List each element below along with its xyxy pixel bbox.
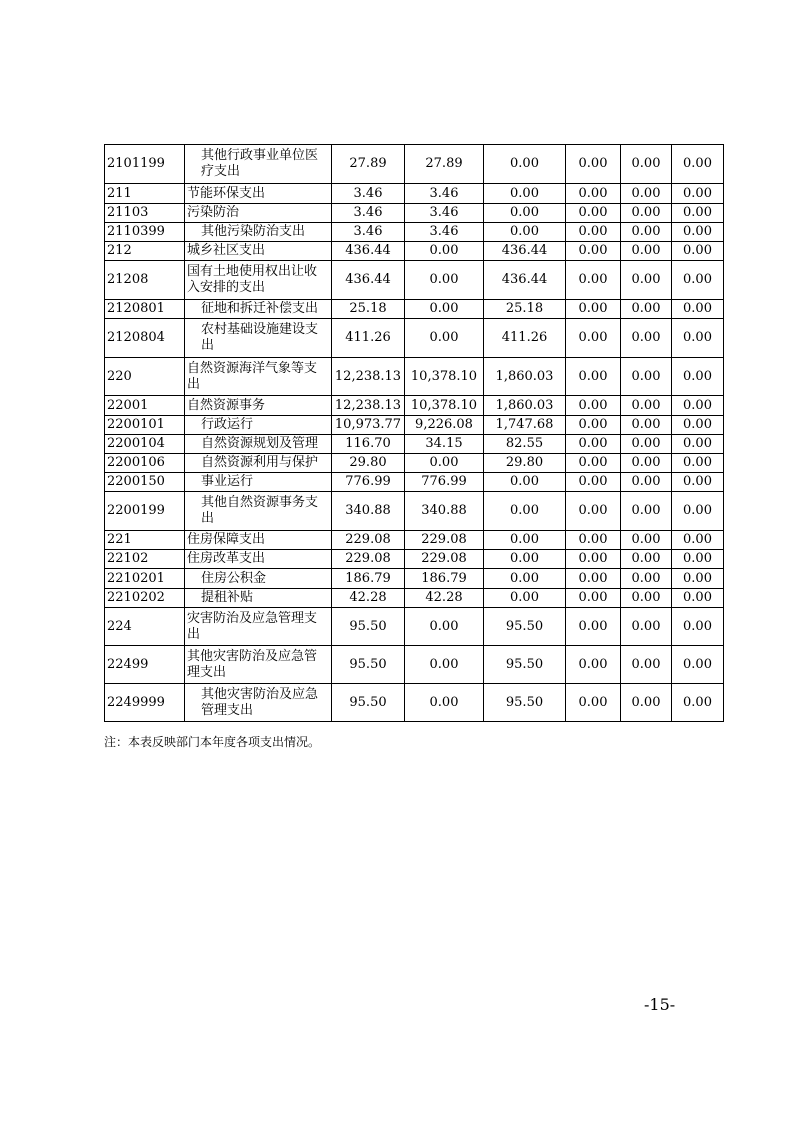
subject-name-cell: 自然资源事务 — [185, 396, 332, 416]
budget-table — [104, 144, 724, 722]
subject-name-cell: 农村基础设施建设支出 — [185, 319, 332, 358]
subject-name-cell: 自然资源利用与保护 — [185, 454, 332, 473]
amount-cell: 0.00 — [672, 608, 724, 646]
amount-cell: 0.00 — [566, 145, 621, 184]
subject-name-cell: 节能环保支出 — [185, 184, 332, 204]
amount-cell: 0.00 — [566, 569, 621, 589]
amount-cell: 0.00 — [672, 358, 724, 396]
amount-cell: 0.00 — [672, 416, 724, 435]
amount-cell: 0.00 — [621, 242, 672, 261]
amount-cell: 1,860.03 — [484, 358, 566, 396]
amount-cell: 0.00 — [672, 435, 724, 454]
amount-cell: 95.50 — [332, 684, 405, 722]
amount-cell: 0.00 — [566, 550, 621, 569]
amount-cell: 0.00 — [484, 589, 566, 608]
amount-cell: 95.50 — [484, 646, 566, 684]
amount-cell: 0.00 — [566, 358, 621, 396]
table-row — [105, 396, 724, 416]
amount-cell: 0.00 — [484, 569, 566, 589]
amount-cell: 27.89 — [405, 145, 484, 184]
subject-name-cell: 事业运行 — [185, 473, 332, 492]
amount-cell: 0.00 — [405, 242, 484, 261]
amount-cell: 34.15 — [405, 435, 484, 454]
amount-cell: 95.50 — [484, 608, 566, 646]
amount-cell: 0.00 — [621, 608, 672, 646]
subject-name-cell: 其他自然资源事务支出 — [185, 492, 332, 531]
subject-code-cell: 2101199 — [105, 145, 185, 184]
amount-cell: 0.00 — [672, 145, 724, 184]
subject-code-cell: 2200199 — [105, 492, 185, 531]
amount-cell: 0.00 — [672, 204, 724, 223]
amount-cell: 0.00 — [621, 184, 672, 204]
amount-cell: 3.46 — [332, 223, 405, 242]
amount-cell: 0.00 — [566, 261, 621, 300]
amount-cell: 436.44 — [332, 242, 405, 261]
amount-cell: 3.46 — [405, 223, 484, 242]
amount-cell: 0.00 — [405, 319, 484, 358]
subject-name-cell: 征地和拆迁补偿支出 — [185, 300, 332, 319]
amount-cell: 340.88 — [405, 492, 484, 531]
amount-cell: 776.99 — [405, 473, 484, 492]
subject-code-cell: 212 — [105, 242, 185, 261]
amount-cell: 0.00 — [672, 492, 724, 531]
amount-cell: 1,747.68 — [484, 416, 566, 435]
table-row — [105, 608, 724, 646]
amount-cell: 0.00 — [566, 589, 621, 608]
amount-cell: 0.00 — [621, 454, 672, 473]
amount-cell: 10,973.77 — [332, 416, 405, 435]
amount-cell: 0.00 — [621, 396, 672, 416]
amount-cell: 25.18 — [484, 300, 566, 319]
amount-cell: 0.00 — [484, 492, 566, 531]
table-row — [105, 589, 724, 608]
subject-code-cell: 224 — [105, 608, 185, 646]
table-row — [105, 684, 724, 722]
amount-cell: 0.00 — [566, 416, 621, 435]
subject-code-cell: 211 — [105, 184, 185, 204]
amount-cell: 0.00 — [484, 473, 566, 492]
amount-cell: 0.00 — [484, 204, 566, 223]
table-row — [105, 473, 724, 492]
amount-cell: 0.00 — [672, 589, 724, 608]
amount-cell: 0.00 — [566, 435, 621, 454]
amount-cell: 1,860.03 — [484, 396, 566, 416]
amount-cell: 436.44 — [484, 242, 566, 261]
amount-cell: 0.00 — [621, 550, 672, 569]
subject-code-cell: 21103 — [105, 204, 185, 223]
subject-code-cell: 21208 — [105, 261, 185, 300]
amount-cell: 0.00 — [484, 223, 566, 242]
table-note: 注：本表反映部门本年度各项支出情况。 — [104, 735, 321, 749]
amount-cell: 340.88 — [332, 492, 405, 531]
amount-cell: 229.08 — [405, 550, 484, 569]
amount-cell: 0.00 — [621, 223, 672, 242]
subject-name-cell: 城乡社区支出 — [185, 242, 332, 261]
amount-cell: 0.00 — [672, 261, 724, 300]
amount-cell: 0.00 — [621, 646, 672, 684]
amount-cell: 229.08 — [405, 531, 484, 550]
subject-name-cell: 灾害防治及应急管理支出 — [185, 608, 332, 646]
table-row — [105, 646, 724, 684]
amount-cell: 0.00 — [672, 396, 724, 416]
amount-cell: 0.00 — [484, 145, 566, 184]
amount-cell: 0.00 — [566, 184, 621, 204]
amount-cell: 0.00 — [621, 492, 672, 531]
subject-name-cell: 国有土地使用权出让收入安排的支出 — [185, 261, 332, 300]
subject-code-cell: 2200101 — [105, 416, 185, 435]
amount-cell: 0.00 — [672, 223, 724, 242]
amount-cell: 0.00 — [566, 531, 621, 550]
amount-cell: 436.44 — [484, 261, 566, 300]
table-row — [105, 184, 724, 204]
table-row — [105, 358, 724, 396]
table-row — [105, 416, 724, 435]
subject-name-cell: 行政运行 — [185, 416, 332, 435]
subject-code-cell: 220 — [105, 358, 185, 396]
subject-name-cell: 住房改革支出 — [185, 550, 332, 569]
amount-cell: 0.00 — [672, 550, 724, 569]
amount-cell: 0.00 — [566, 684, 621, 722]
amount-cell: 411.26 — [332, 319, 405, 358]
amount-cell: 0.00 — [405, 454, 484, 473]
amount-cell: 0.00 — [621, 569, 672, 589]
amount-cell: 0.00 — [621, 435, 672, 454]
amount-cell: 0.00 — [621, 473, 672, 492]
amount-cell: 0.00 — [566, 454, 621, 473]
amount-cell: 42.28 — [405, 589, 484, 608]
subject-code-cell: 2249999 — [105, 684, 185, 722]
table-row — [105, 300, 724, 319]
amount-cell: 12,238.13 — [332, 358, 405, 396]
amount-cell: 95.50 — [332, 646, 405, 684]
amount-cell: 0.00 — [672, 319, 724, 358]
amount-cell: 0.00 — [566, 473, 621, 492]
table-row — [105, 204, 724, 223]
amount-cell: 0.00 — [621, 416, 672, 435]
amount-cell: 95.50 — [484, 684, 566, 722]
table-row — [105, 492, 724, 531]
amount-cell: 0.00 — [672, 242, 724, 261]
amount-cell: 0.00 — [672, 184, 724, 204]
subject-name-cell: 提租补贴 — [185, 589, 332, 608]
amount-cell: 0.00 — [621, 145, 672, 184]
subject-code-cell: 22102 — [105, 550, 185, 569]
amount-cell: 95.50 — [332, 608, 405, 646]
amount-cell: 3.46 — [405, 204, 484, 223]
amount-cell: 0.00 — [672, 300, 724, 319]
amount-cell: 27.89 — [332, 145, 405, 184]
amount-cell: 0.00 — [566, 204, 621, 223]
subject-code-cell: 2200104 — [105, 435, 185, 454]
amount-cell: 0.00 — [566, 300, 621, 319]
amount-cell: 29.80 — [484, 454, 566, 473]
amount-cell: 0.00 — [621, 261, 672, 300]
amount-cell: 0.00 — [566, 396, 621, 416]
subject-code-cell: 2120801 — [105, 300, 185, 319]
subject-code-cell: 22499 — [105, 646, 185, 684]
subject-name-cell: 污染防治 — [185, 204, 332, 223]
amount-cell: 10,378.10 — [405, 396, 484, 416]
amount-cell: 229.08 — [332, 531, 405, 550]
subject-code-cell: 2200106 — [105, 454, 185, 473]
amount-cell: 0.00 — [405, 684, 484, 722]
amount-cell: 436.44 — [332, 261, 405, 300]
amount-cell: 776.99 — [332, 473, 405, 492]
table-row — [105, 531, 724, 550]
amount-cell: 3.46 — [332, 204, 405, 223]
subject-name-cell: 其他灾害防治及应急管理支出 — [185, 646, 332, 684]
subject-name-cell: 自然资源海洋气象等支出 — [185, 358, 332, 396]
amount-cell: 0.00 — [566, 223, 621, 242]
amount-cell: 12,238.13 — [332, 396, 405, 416]
subject-code-cell: 2120804 — [105, 319, 185, 358]
amount-cell: 82.55 — [484, 435, 566, 454]
amount-cell: 0.00 — [621, 204, 672, 223]
subject-code-cell: 2200150 — [105, 473, 185, 492]
subject-code-cell: 2210201 — [105, 569, 185, 589]
subject-code-cell: 2210202 — [105, 589, 185, 608]
amount-cell: 0.00 — [621, 358, 672, 396]
amount-cell: 0.00 — [566, 242, 621, 261]
table-row — [105, 319, 724, 358]
table-row — [105, 261, 724, 300]
amount-cell: 0.00 — [621, 319, 672, 358]
subject-name-cell: 自然资源规划及管理 — [185, 435, 332, 454]
amount-cell: 10,378.10 — [405, 358, 484, 396]
amount-cell: 0.00 — [672, 454, 724, 473]
amount-cell: 186.79 — [332, 569, 405, 589]
amount-cell: 0.00 — [621, 300, 672, 319]
table-row — [105, 454, 724, 473]
amount-cell: 9,226.08 — [405, 416, 484, 435]
amount-cell: 0.00 — [672, 684, 724, 722]
subject-name-cell: 其他污染防治支出 — [185, 223, 332, 242]
subject-name-cell: 其他行政事业单位医疗支出 — [185, 145, 332, 184]
amount-cell: 0.00 — [621, 684, 672, 722]
amount-cell: 0.00 — [672, 531, 724, 550]
amount-cell: 186.79 — [405, 569, 484, 589]
amount-cell: 0.00 — [621, 589, 672, 608]
amount-cell: 0.00 — [621, 531, 672, 550]
amount-cell: 0.00 — [405, 608, 484, 646]
table-row — [105, 550, 724, 569]
subject-code-cell: 221 — [105, 531, 185, 550]
amount-cell: 0.00 — [672, 646, 724, 684]
table-row — [105, 223, 724, 242]
amount-cell: 29.80 — [332, 454, 405, 473]
table-row — [105, 435, 724, 454]
table-body — [105, 145, 724, 722]
amount-cell: 0.00 — [405, 300, 484, 319]
amount-cell: 3.46 — [332, 184, 405, 204]
amount-cell: 0.00 — [484, 531, 566, 550]
subject-code-cell: 22001 — [105, 396, 185, 416]
amount-cell: 0.00 — [672, 473, 724, 492]
table-row — [105, 145, 724, 184]
amount-cell: 42.28 — [332, 589, 405, 608]
amount-cell: 411.26 — [484, 319, 566, 358]
amount-cell: 0.00 — [566, 646, 621, 684]
amount-cell: 0.00 — [566, 319, 621, 358]
amount-cell: 0.00 — [672, 569, 724, 589]
subject-name-cell: 其他灾害防治及应急管理支出 — [185, 684, 332, 722]
amount-cell: 0.00 — [405, 646, 484, 684]
table-row — [105, 242, 724, 261]
subject-name-cell: 住房保障支出 — [185, 531, 332, 550]
amount-cell: 229.08 — [332, 550, 405, 569]
table-row — [105, 569, 724, 589]
amount-cell: 0.00 — [405, 261, 484, 300]
amount-cell: 116.70 — [332, 435, 405, 454]
amount-cell: 0.00 — [484, 550, 566, 569]
amount-cell: 3.46 — [405, 184, 484, 204]
amount-cell: 0.00 — [566, 492, 621, 531]
subject-code-cell: 2110399 — [105, 223, 185, 242]
subject-name-cell: 住房公积金 — [185, 569, 332, 589]
amount-cell: 0.00 — [484, 184, 566, 204]
amount-cell: 0.00 — [566, 608, 621, 646]
page-number: -15- — [644, 995, 676, 1014]
amount-cell: 25.18 — [332, 300, 405, 319]
